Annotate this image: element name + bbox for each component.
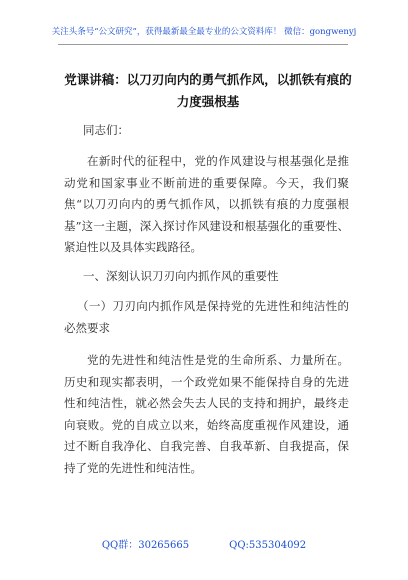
footer-qq-number: QQ:535304092 bbox=[229, 540, 307, 551]
header-divider bbox=[58, 44, 348, 45]
greeting: 同志们： bbox=[83, 123, 129, 137]
document-title: 党课讲稿：以刀刃向内的勇气抓作风，以抓铁有痕的力度强根基 bbox=[64, 72, 352, 109]
intro-paragraph: 在新时代的征程中，党的作风建设与根基强化是推动党和国家事业不断前进的重要保障。今天，我们聚焦“以刀刃向内的勇气抓作风，以抓铁有痕的力度强根基”这一主题，深入探讨作风建设和根基强化的重要性、紧迫性以及具体实践路径。 bbox=[64, 154, 349, 254]
subsection-heading: （一）刀刃向内抓作风是保持党的先进性和纯洁性的必然要求 bbox=[64, 299, 349, 335]
header-promo-note: 关注头条号“公文研究”，获得最新最全最专业的公文资料库！ 微信：gongwenyj bbox=[51, 27, 357, 37]
footer-qq-group: QQ群：30265665 bbox=[101, 540, 190, 551]
section-heading: 一、深刻认识刀刃向内抓作风的重要性 bbox=[83, 269, 279, 283]
subsection-paragraph: 党的先进性和纯洁性是党的生命所系、力量所在。历史和现实都表明，一个政党如果不能保持自身的先进性和纯洁性，就必然会失去人民的支持和拥护，最终走向衰败。党的自成立以来，始终高度重视作风建设，通过不断自我净化、自我完善、自我革新、自我提高，保持了党的先进性和纯洁性。 bbox=[64, 353, 349, 475]
footer-contact bbox=[0, 536, 408, 551]
